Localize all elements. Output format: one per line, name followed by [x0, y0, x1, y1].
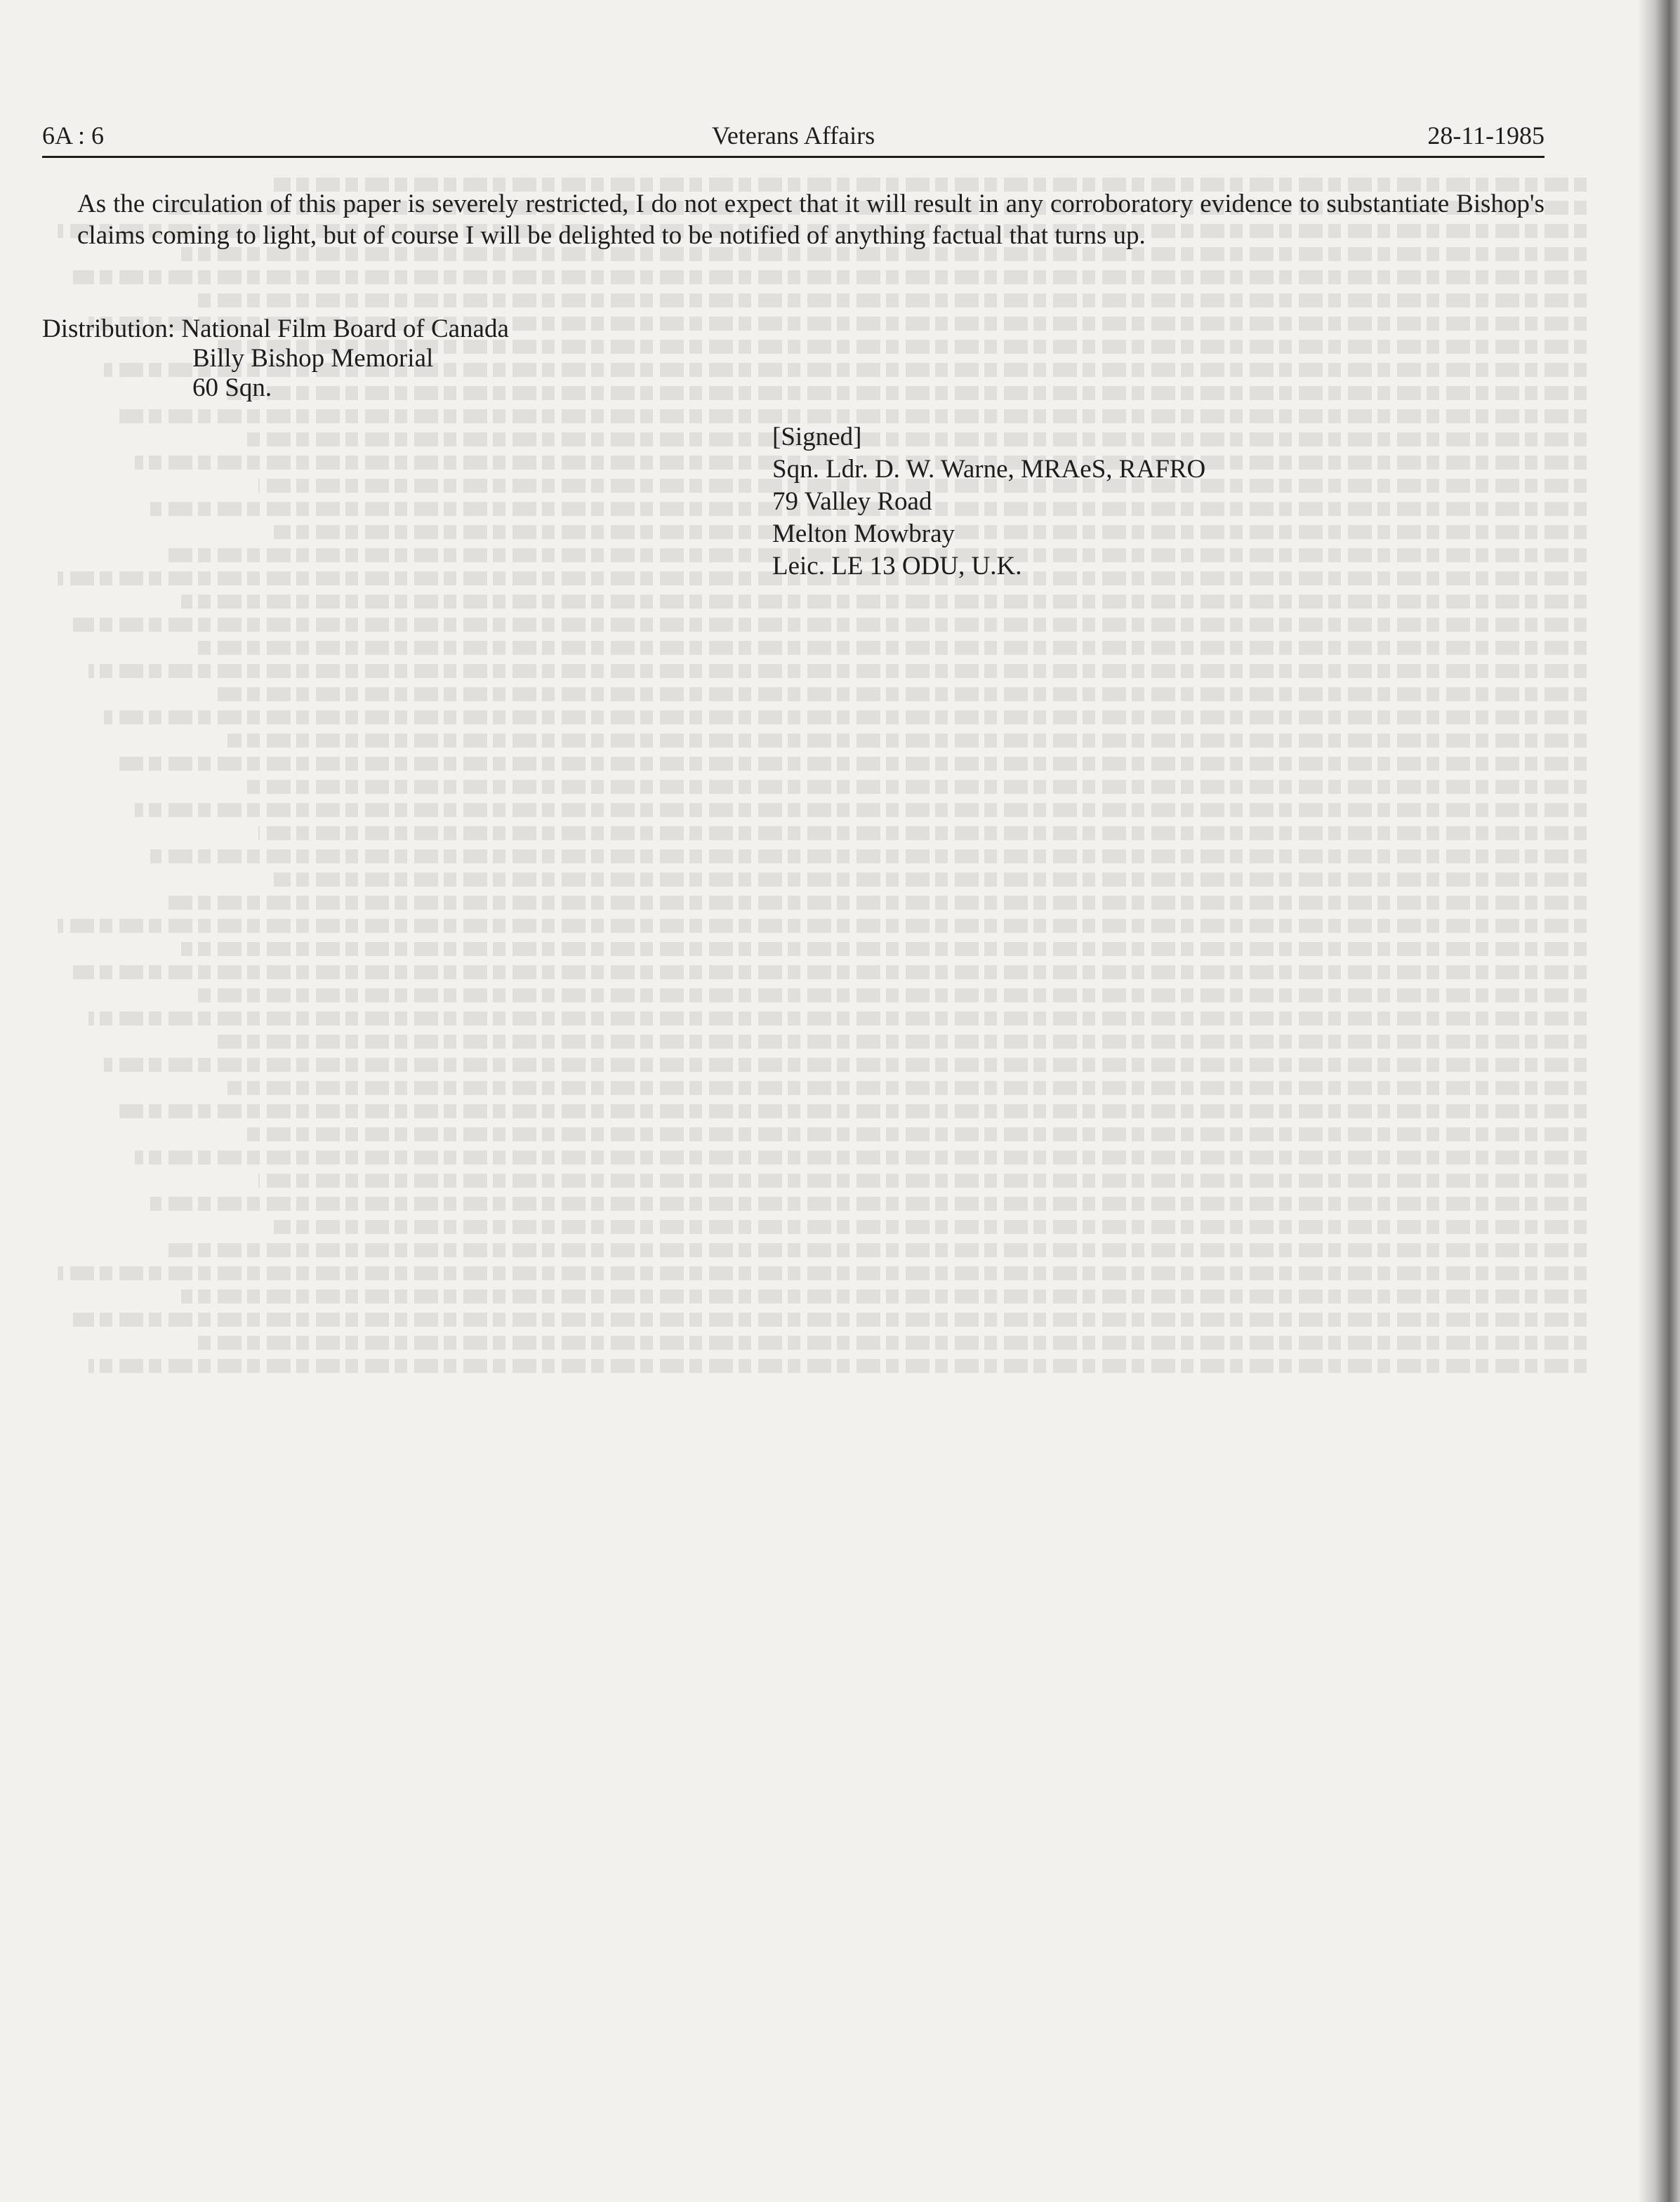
bleed-through-line [88, 1359, 1587, 1373]
bleed-through-line [73, 618, 1587, 632]
bleed-through-line [119, 1104, 1587, 1118]
distribution-recipient: 60 Sqn. [192, 373, 272, 402]
bleed-through-line [166, 896, 1587, 910]
body-paragraph: As the circulation of this paper is severely restricted, I do not expect that it will result in any corroboratory evidence to substantiate Bishop's claims coming to light, but of course I will be delighted to be notified of anything factual that turns up. [77, 190, 1545, 250]
address-line: Melton Mowbray [772, 519, 955, 548]
bleed-through-line [274, 873, 1587, 887]
bleed-through-line [166, 1243, 1587, 1257]
address-line: 79 Valley Road [772, 487, 932, 516]
distribution-block [42, 314, 509, 403]
bleed-through-line [197, 988, 1587, 1002]
signature-block [772, 421, 1205, 583]
section-title: Veterans Affairs [711, 121, 875, 150]
bleed-through-line [73, 270, 1587, 284]
bleed-through-line [243, 1127, 1587, 1141]
bleed-through-line [150, 1197, 1587, 1211]
header-date: 28-11-1985 [1427, 121, 1545, 150]
page-header [42, 121, 1545, 156]
distribution-label: Distribution: [42, 314, 176, 343]
bleed-through-line [227, 1081, 1587, 1095]
page-reference: 6A : 6 [42, 121, 105, 150]
binding-shadow [1638, 0, 1680, 2202]
bleed-through-line [181, 595, 1587, 609]
bleed-through-line [58, 919, 1587, 933]
bleed-through-line [119, 757, 1587, 771]
bleed-through-line [88, 1012, 1587, 1026]
bleed-through-line [181, 1289, 1587, 1304]
bleed-through-line [197, 293, 1587, 307]
bleed-through-line [197, 1336, 1587, 1350]
bleed-through-line [135, 803, 1587, 817]
bleed-through-line [104, 710, 1587, 724]
bleed-through-line [197, 641, 1587, 655]
address-line: Leic. LE 13 ODU, U.K. [772, 552, 1022, 581]
distribution-recipient: Billy Bishop Memorial [192, 344, 434, 373]
header-rule [42, 156, 1545, 158]
bleed-through-line [135, 1150, 1587, 1165]
bleed-through-line [274, 1220, 1587, 1234]
signed-note: [Signed] [772, 423, 862, 451]
bleed-through-line [227, 734, 1587, 748]
bleed-through-line [88, 664, 1587, 678]
bleed-through-line [258, 826, 1587, 840]
distribution-recipient: National Film Board of Canada [181, 314, 509, 343]
bleed-through-line [258, 1174, 1587, 1188]
bleed-through-line [73, 965, 1587, 979]
bleed-through-line [212, 687, 1587, 701]
bleed-through-line [73, 1313, 1587, 1327]
bleed-through-line [150, 849, 1587, 863]
bleed-through-line [104, 1058, 1587, 1072]
bleed-through-line [243, 780, 1587, 794]
bleed-through-line [58, 1266, 1587, 1280]
signatory-name: Sqn. Ldr. D. W. Warne, MRAeS, RAFRO [772, 455, 1206, 484]
bleed-through-line [212, 1035, 1587, 1049]
bleed-through-line [181, 942, 1587, 956]
